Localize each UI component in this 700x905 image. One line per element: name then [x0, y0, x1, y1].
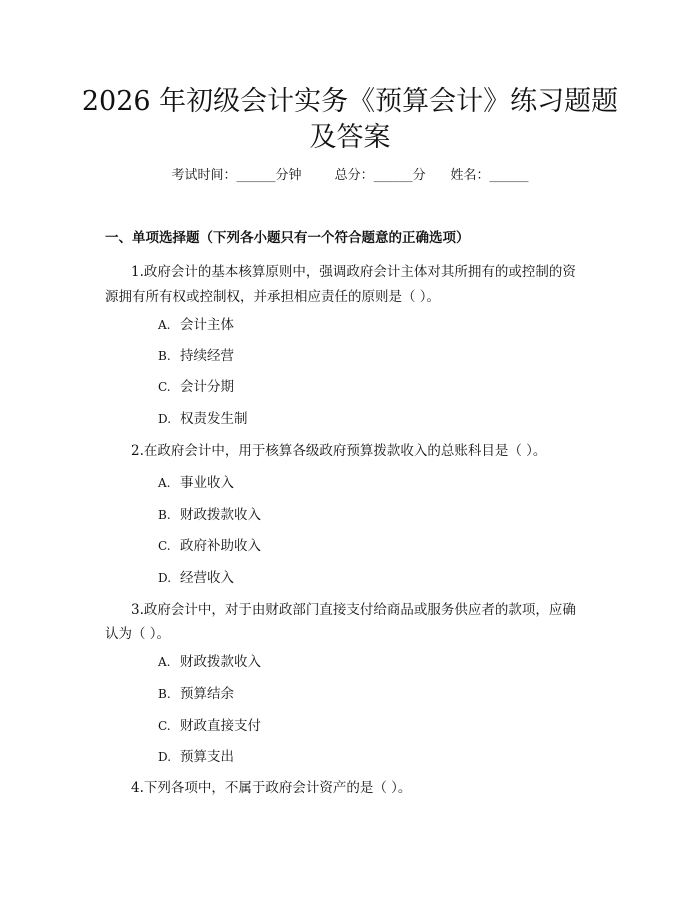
question-2-number: 2.	[131, 443, 144, 459]
option-letter: A.	[158, 655, 171, 669]
exam-info	[0, 166, 700, 186]
option-letter: D.	[158, 750, 172, 764]
total-score-label: 总分：______分	[334, 168, 426, 183]
question-3-option-a	[158, 652, 261, 672]
document-title-line1: 2026 年初级会计实务《预算会计》练习题题	[81, 86, 619, 117]
question-1-first-line	[131, 262, 576, 282]
option-letter: B.	[158, 687, 171, 701]
section-heading: 一、单项选择题（下列各小题只有一个符合题意的正确选项）	[105, 230, 470, 246]
option-letter: B.	[158, 508, 171, 522]
question-1-option-d	[158, 409, 248, 429]
exam-time-label: 考试时间：______分钟	[171, 168, 302, 183]
option-text: 事业收入	[180, 475, 234, 491]
option-text: 持续经营	[180, 348, 234, 364]
option-text: 会计主体	[180, 317, 234, 333]
question-2-text-line1: 在政府会计中，用于核算各级政府预算拨款收入的总账科目是（ ）。	[143, 443, 547, 459]
option-letter: A.	[158, 476, 171, 490]
question-1-option-a	[158, 315, 234, 335]
question-1-option-c	[158, 377, 234, 397]
option-text: 政府补助收入	[180, 538, 261, 554]
option-letter: A.	[158, 318, 171, 332]
question-1-option-b	[158, 346, 234, 366]
option-letter: C.	[158, 539, 171, 553]
question-3-option-d	[158, 747, 234, 767]
question-3-text-line2: 认为（ ）。	[105, 626, 171, 642]
question-3-option-c	[158, 716, 261, 736]
question-2-first-line	[131, 441, 546, 461]
option-text: 财政直接支付	[180, 718, 261, 734]
option-text: 财政拨款收入	[180, 654, 261, 670]
option-text: 预算支出	[180, 749, 234, 765]
question-1-text-line2: 源拥有所有权或控制权，并承担相应责任的原则是（ ）。	[105, 289, 441, 305]
option-text: 权责发生制	[180, 411, 248, 427]
option-text: 预算结余	[180, 686, 234, 702]
option-letter: D.	[158, 571, 172, 585]
question-2-option-b	[158, 505, 261, 525]
question-1-text-line1: 政府会计的基本核算原则中，强调政府会计主体对其所拥有的或控制的资	[143, 264, 576, 280]
question-3-option-b	[158, 684, 234, 704]
question-2-option-a	[158, 473, 234, 493]
question-4-first-line	[131, 778, 411, 798]
question-4-text-line1: 下列各项中，不属于政府会计资产的是（ ）。	[143, 780, 412, 796]
question-2-option-c	[158, 536, 261, 556]
document-title-line2: 及答案	[309, 122, 391, 153]
question-3-text-line1: 政府会计中，对于由财政部门直接支付给商品或服务供应者的款项，应确	[143, 602, 576, 618]
option-letter: D.	[158, 412, 172, 426]
option-letter: C.	[158, 380, 171, 394]
name-label: 姓名：______	[450, 168, 529, 183]
question-4-number: 4.	[131, 780, 144, 796]
question-1-number: 1.	[131, 264, 144, 280]
question-3-number: 3.	[131, 602, 144, 618]
option-text: 会计分期	[180, 379, 234, 395]
option-letter: C.	[158, 719, 171, 733]
option-text: 经营收入	[180, 570, 234, 586]
question-2-option-d	[158, 568, 234, 588]
option-text: 财政拨款收入	[180, 507, 261, 523]
option-letter: B.	[158, 349, 171, 363]
question-3-first-line	[131, 600, 576, 620]
